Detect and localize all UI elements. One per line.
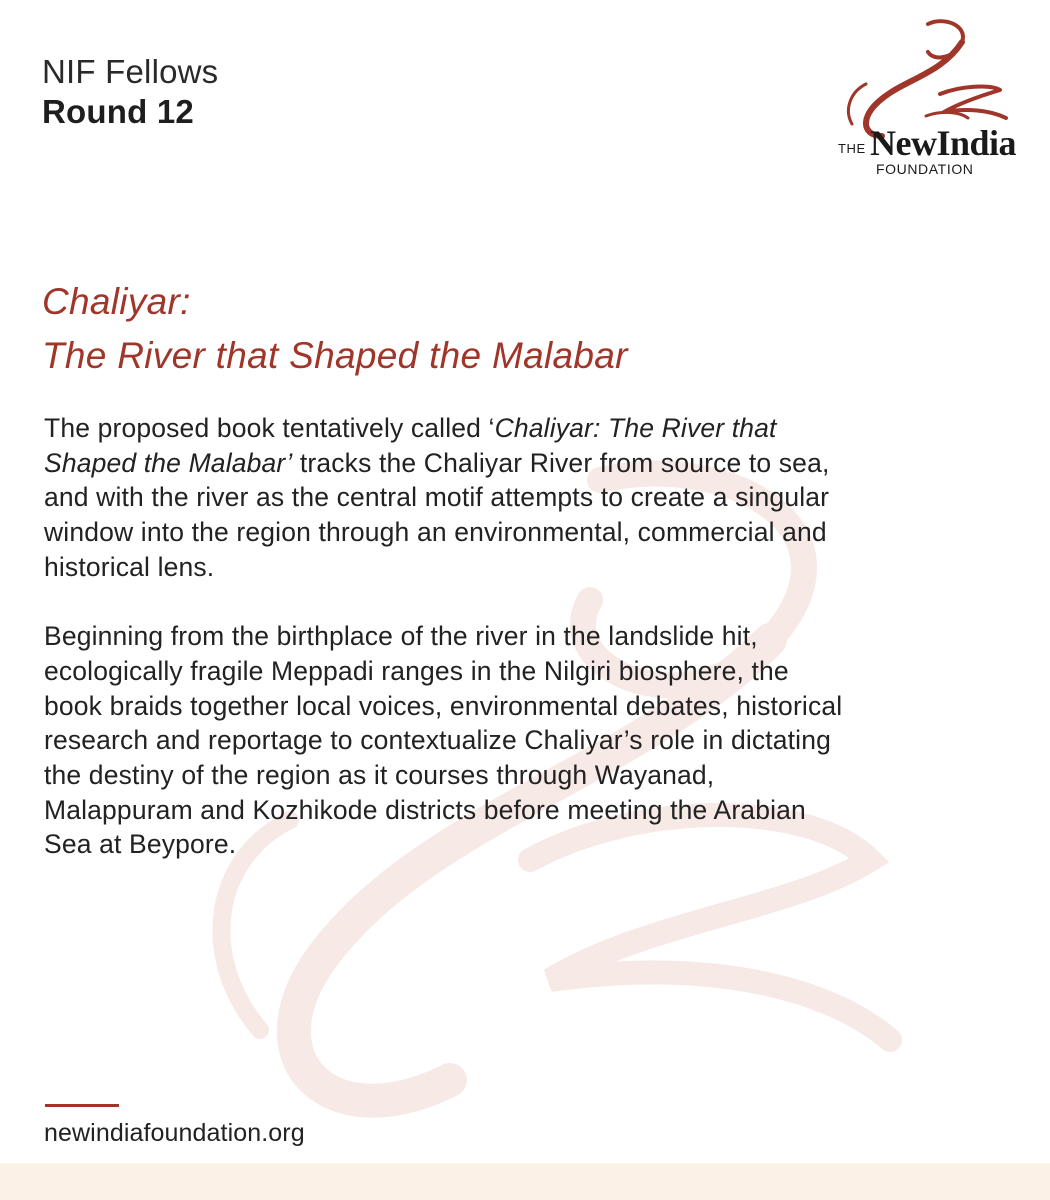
title-line-2: The River that Shaped the Malabar (42, 335, 628, 376)
paragraph-1-suffix: tracks the Chaliyar River from source to sea, and with the river as the central motif attempts to create a singular window into the region through an environmental, commercial and historical lens. (44, 447, 830, 582)
footer-divider (45, 1104, 119, 1107)
description (44, 411, 844, 862)
header-series: NIF Fellows (42, 53, 219, 90)
header (42, 52, 218, 132)
book-title (42, 275, 922, 383)
logo (830, 18, 1040, 183)
bottom-band (0, 1163, 1050, 1200)
header-round: Round 12 (42, 93, 194, 130)
logo-name: NewIndia (870, 123, 1017, 163)
logo-foundation: FOUNDATION (876, 161, 974, 177)
paragraph-1-prefix: The proposed book tentatively called ‘ (44, 413, 495, 443)
paragraph-1-italic-title: Chaliyar: The River that Shaped the Malabar’ (44, 413, 777, 478)
title-line-1: Chaliyar: (42, 281, 191, 322)
paragraph-2: Beginning from the birthplace of the river in the landslide hit, ecologically fragile Meppadi ranges in the Nilgiri biosphere, the book braids together local voices, environmental debates, historical research and reportage to contextualize Chaliyar’s role in dictating the destiny of the region as it courses through Wayanad, Malappuram and Kozhikode districts before meeting the Arabian Sea at Beypore. (44, 621, 843, 860)
paragraph-1 (44, 411, 844, 585)
logo-the: THE (838, 141, 866, 156)
website-link[interactable]: newindiafoundation.org (44, 1119, 305, 1147)
